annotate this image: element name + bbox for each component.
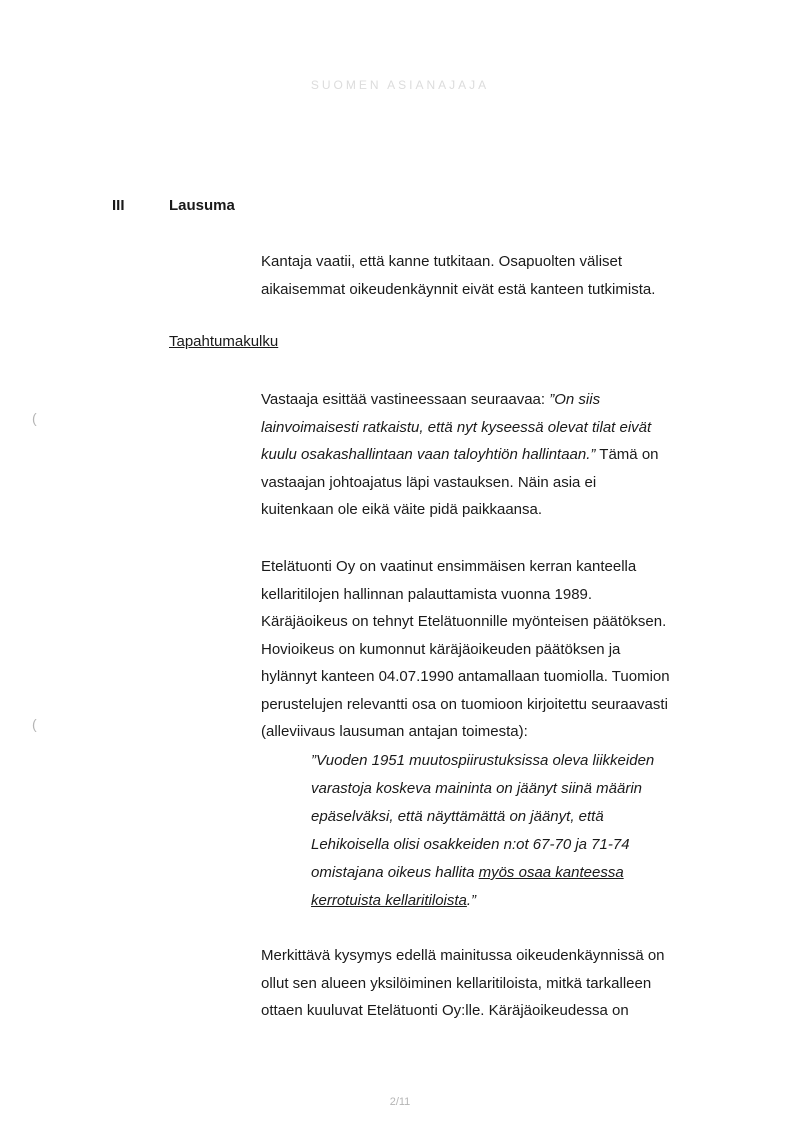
text-line [261,441,721,469]
underlined-text: myös osaa kanteessa [478,864,624,881]
quote-line: Lehikoisella olisi osakkeiden n:ot 67-70 ja 71-74 [311,836,630,853]
quoted-text: kuulu osakashallintaan vaan taloyhtiön hallintaan.” [261,446,596,463]
text-line: kellaritilojen hallinnan palauttamista vuonna 1989. [261,585,593,603]
quote-line: ”Vuoden 1951 muutospiirustuksissa oleva liikkeiden [311,752,655,769]
quoted-text: lainvoimaisesti ratkaistu, että nyt kyseessä olevat tilat eivät [261,418,652,436]
text-line: Käräjäoikeus on tehnyt Etelätuonnille myönteisen päätöksen. [261,613,667,630]
quote-line: epäselväksi, että näyttämättä on jäänyt, että [311,808,604,825]
intro-paragraph [261,248,721,303]
text-line: perustelujen relevantti osa on tuomioon kirjoitettu seuraavasti [261,695,668,713]
text-line: Hovioikeus on kumonnut käräjäoikeuden päätöksen ja [261,640,621,658]
margin-mark: ( [32,410,37,426]
text-line: Kantaja vaatii, että kanne tutkitaan. Osapuolten väliset [261,253,623,270]
text-span: .” [466,892,477,909]
paragraph-history [261,553,721,746]
text-line: Etelätuonti Oy on vaatinut ensimmäisen kerran kanteella [261,558,637,575]
text-line: ottaen kuuluvat Etelätuonti Oy:lle. Käräjäoikeudessa on [261,1002,629,1019]
text-line: kuitenkaan ole eikä väite pidä paikkaansa. [261,501,543,518]
quote-line [311,887,711,915]
court-quote [311,747,711,915]
section-title: Lausuma [169,197,235,214]
page-number: 2/11 [389,1096,411,1108]
text-line [261,414,721,442]
paragraph-response [261,386,721,524]
quoted-text: ”On siis [549,391,601,408]
text-line: aikaisemmat oikeudenkäynnit eivät estä kanteen tutkimista. [261,280,656,298]
text-line: vastaajan johtoajatus läpi vastauksen. Näin asia ei [261,473,597,491]
watermark: SUOMEN ASIANAJAJA [310,78,490,92]
text-line: ollut sen alueen yksilöiminen kellaritiloista, mitkä tarkalleen [261,974,652,992]
text-span: Vastaaja esittää vastineessaan seuraavaa: [261,391,550,408]
section-number: III [112,197,125,214]
text-line [261,386,721,414]
text-span: Tämä on [595,446,659,463]
text-line: (alleviivaus lausuman antajan toimesta): [261,723,528,740]
text-line: hylännyt kanteen 04.07.1990 antamallaan tuomiolla. Tuomion [261,668,670,685]
subheading: Tapahtumakulku [169,333,279,350]
text-line: Merkittävä kysymys edellä mainitussa oikeudenkäynnissä on [261,947,665,964]
underlined-text: kerrotuista kellaritiloista [311,892,467,909]
text-span: omistajana oikeus hallita [311,864,479,881]
margin-mark: ( [32,716,37,732]
quote-line [311,859,711,887]
paragraph-question [261,942,721,1025]
quote-line: varastoja koskeva maininta on jäänyt siinä määrin [311,780,643,797]
